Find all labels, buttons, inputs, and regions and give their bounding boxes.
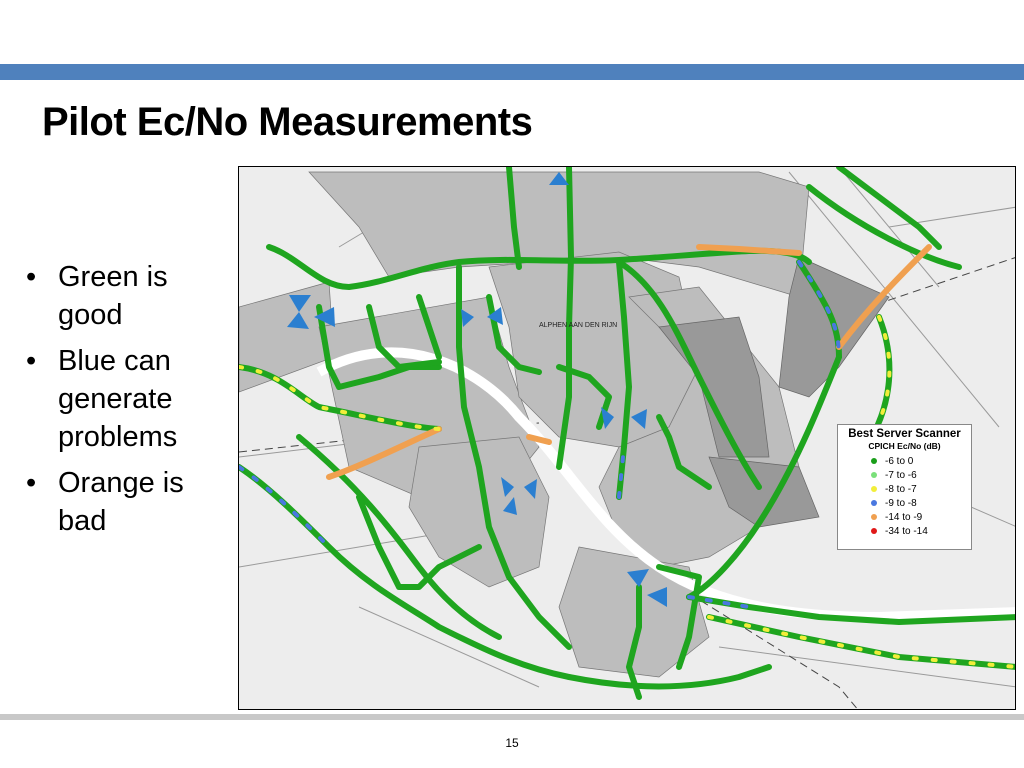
legend-label: -7 to -6: [885, 469, 917, 481]
legend-subtitle: CPICH Ec/No (dB): [868, 441, 941, 451]
bullet-item: [22, 258, 232, 334]
bullet-marker: •: [26, 261, 37, 293]
bullet-text: Green is good: [58, 261, 168, 331]
legend-label: -14 to -9: [885, 511, 923, 523]
bullet-marker: •: [26, 345, 37, 377]
legend-swatch: [871, 486, 877, 492]
bullet-item: [22, 342, 232, 456]
legend-swatch: [871, 500, 877, 506]
legend-swatch: [871, 472, 877, 478]
legend-swatch: [871, 528, 877, 534]
map-legend: [837, 424, 972, 550]
legend-row: [838, 468, 971, 482]
bullet-item: [22, 464, 232, 540]
legend-swatch: [871, 514, 877, 520]
legend-swatch: [871, 458, 877, 464]
legend-row: [838, 454, 971, 468]
legend-row: [838, 510, 971, 524]
place-label: ALPHEN AAN DEN RIJN: [539, 322, 618, 329]
legend-label: -9 to -8: [885, 497, 917, 509]
legend-row: [838, 524, 971, 538]
slide-title: Pilot Ec/No Measurements: [42, 100, 533, 144]
bullet-text: Blue can generate problems: [58, 345, 178, 453]
legend-label: -34 to -14: [885, 525, 928, 537]
legend-label: -6 to 0: [885, 455, 914, 467]
footer-bar: [0, 714, 1024, 720]
bullet-marker: •: [26, 467, 37, 499]
legend-row: [838, 482, 971, 496]
page-number: 15: [505, 736, 519, 750]
bullet-text: Orange is bad: [58, 467, 184, 537]
legend-title: Best Server Scanner: [848, 428, 961, 440]
legend-row: [838, 496, 971, 510]
top-accent-bar: [0, 64, 1024, 80]
legend-label: -8 to -7: [885, 483, 917, 495]
bullet-list: [22, 258, 232, 548]
